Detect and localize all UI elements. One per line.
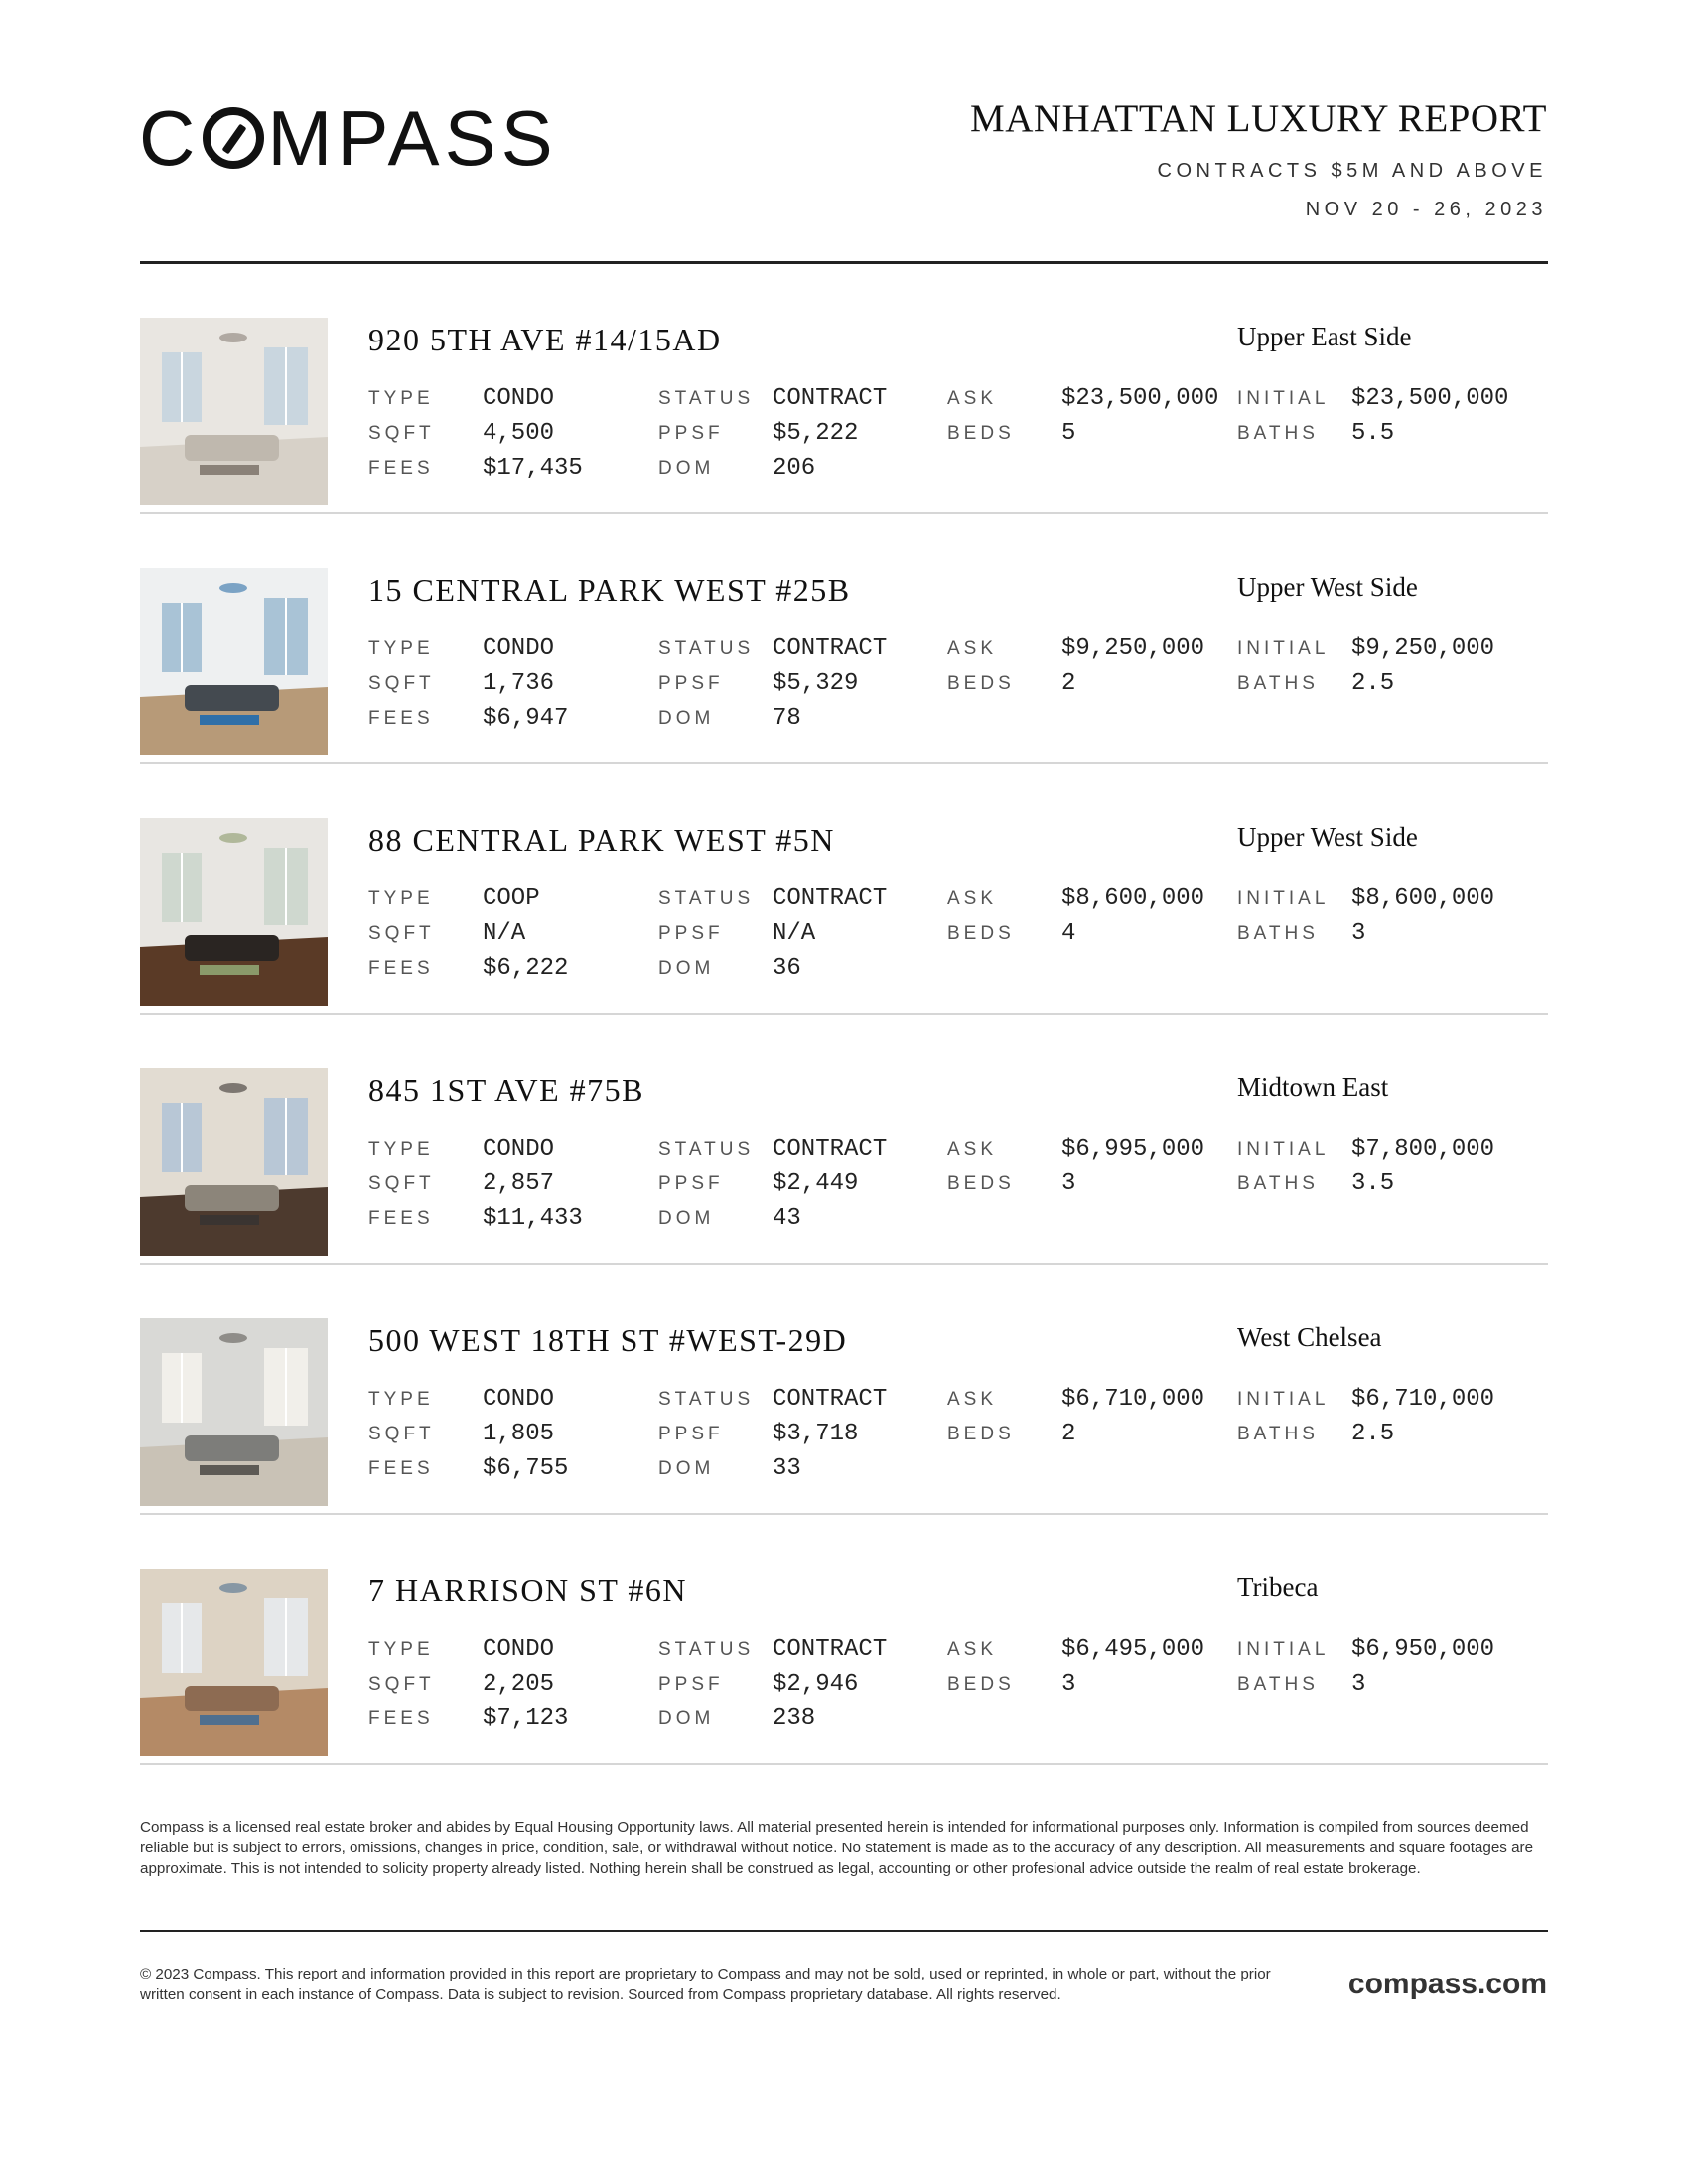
report-title: MANHATTAN LUXURY REPORT <box>970 97 1547 140</box>
baths-value: 3.5 <box>1351 1170 1395 1197</box>
initial-value: $23,500,000 <box>1351 385 1509 412</box>
baths-label: BATHS <box>1237 1172 1319 1194</box>
type-value: CONDO <box>483 635 555 662</box>
type-label: TYPE <box>368 887 434 909</box>
disclaimer-text: Compass is a licensed real estate broker and abides by Equal Housing Opportunity laws. All material presented herein is intended for informational purposes only. Information is compiled from sources deemed reliable but is subject to errors, omissions, changes in price, condition, sale, or withdrawal without notice. No statement is made as to the accuracy of any description. All measurements and square footages are approximate. This is not intended to solicity property already listed. Nothing herein shall be construed as legal, accounting or other profesional advice outside the realm of real estate brokerage. <box>140 1819 1534 1877</box>
logo-text-start: C <box>139 94 201 182</box>
sqft-value: 2,857 <box>483 1170 555 1197</box>
ask-label: ASK <box>947 887 998 909</box>
status-label: STATUS <box>658 387 755 409</box>
baths-label: BATHS <box>1237 1673 1319 1695</box>
listing-card[interactable] <box>140 1265 1548 1515</box>
ask-value: $23,500,000 <box>1061 385 1219 412</box>
listing-card[interactable] <box>140 514 1548 764</box>
beds-value: 5 <box>1061 420 1076 447</box>
status-value: CONTRACT <box>773 385 888 412</box>
report-date-range: NOV 20 - 26, 2023 <box>1305 199 1547 220</box>
dom-label: DOM <box>658 1457 715 1479</box>
beds-value: 3 <box>1061 1170 1076 1197</box>
listing-col-ask <box>947 1132 1204 1201</box>
listing-col-basic <box>368 631 568 736</box>
beds-label: BEDS <box>947 1673 1015 1695</box>
listing-col-basic <box>368 882 568 986</box>
type-label: TYPE <box>368 1638 434 1660</box>
listing-address[interactable]: 15 CENTRAL PARK WEST #25B <box>368 572 851 608</box>
sqft-label: SQFT <box>368 1423 435 1444</box>
website-link[interactable]: compass.com <box>1347 1968 1547 2000</box>
sqft-label: SQFT <box>368 922 435 944</box>
status-label: STATUS <box>658 887 755 909</box>
ppsf-value: $2,946 <box>773 1671 859 1698</box>
sqft-value: 4,500 <box>483 420 555 447</box>
listing-card[interactable] <box>140 1515 1548 1765</box>
listing-col-ask <box>947 631 1204 701</box>
dom-value: 238 <box>773 1706 816 1732</box>
ppsf-label: PPSF <box>658 422 724 444</box>
ppsf-label: PPSF <box>658 1673 724 1695</box>
ppsf-label: PPSF <box>658 922 724 944</box>
ppsf-label: PPSF <box>658 672 724 694</box>
ppsf-value: $3,718 <box>773 1421 859 1447</box>
listing-col-ask <box>947 882 1204 951</box>
ask-value: $8,600,000 <box>1061 886 1205 912</box>
sqft-value: 1,805 <box>483 1421 555 1447</box>
report-subtitle: CONTRACTS $5M AND ABOVE <box>1157 160 1547 182</box>
status-label: STATUS <box>658 1638 755 1660</box>
listing-address[interactable]: 845 1ST AVE #75B <box>368 1072 644 1108</box>
sqft-value: 1,736 <box>483 670 555 697</box>
ppsf-value: $5,329 <box>773 670 859 697</box>
listing-col-basic <box>368 1632 568 1736</box>
dom-label: DOM <box>658 957 715 979</box>
listing-address[interactable]: 7 HARRISON ST #6N <box>368 1572 687 1608</box>
status-value: CONTRACT <box>773 635 888 662</box>
initial-label: INITIAL <box>1237 1138 1330 1160</box>
initial-value: $6,710,000 <box>1351 1386 1495 1413</box>
listing-card[interactable] <box>140 264 1548 514</box>
listing-col-initial <box>1237 882 1494 951</box>
ask-label: ASK <box>947 387 998 409</box>
fees-value: $6,755 <box>483 1455 569 1482</box>
listing-col-status <box>658 1632 887 1736</box>
fees-label: FEES <box>368 1207 434 1229</box>
initial-label: INITIAL <box>1237 387 1330 409</box>
initial-label: INITIAL <box>1237 887 1330 909</box>
baths-label: BATHS <box>1237 672 1319 694</box>
initial-value: $9,250,000 <box>1351 635 1495 662</box>
type-value: CONDO <box>483 1136 555 1162</box>
beds-label: BEDS <box>947 1423 1015 1444</box>
beds-label: BEDS <box>947 672 1015 694</box>
type-value: COOP <box>483 886 540 912</box>
listing-card[interactable] <box>140 1015 1548 1265</box>
ask-value: $6,710,000 <box>1061 1386 1205 1413</box>
fees-label: FEES <box>368 1457 434 1479</box>
listing-divider <box>140 1763 1548 1765</box>
listing-col-status <box>658 882 887 986</box>
listing-col-initial <box>1237 1382 1494 1451</box>
listing-col-basic <box>368 1132 583 1236</box>
beds-value: 2 <box>1061 1421 1076 1447</box>
fees-value: $6,947 <box>483 705 569 732</box>
sqft-value: N/A <box>483 920 526 947</box>
fees-label: FEES <box>368 1707 434 1729</box>
baths-label: BATHS <box>1237 1423 1319 1444</box>
fees-value: $17,435 <box>483 455 583 481</box>
type-value: CONDO <box>483 385 555 412</box>
dom-label: DOM <box>658 1207 715 1229</box>
status-value: CONTRACT <box>773 886 888 912</box>
listing-col-initial <box>1237 381 1508 451</box>
report-header <box>970 99 1547 221</box>
initial-value: $6,950,000 <box>1351 1636 1495 1663</box>
baths-value: 3 <box>1351 1671 1366 1698</box>
sqft-label: SQFT <box>368 422 435 444</box>
piano-room-photo[interactable] <box>140 818 328 1006</box>
sqft-label: SQFT <box>368 1172 435 1194</box>
listing-col-initial <box>1237 1632 1494 1702</box>
fees-value: $7,123 <box>483 1706 569 1732</box>
status-value: CONTRACT <box>773 1636 888 1663</box>
type-label: TYPE <box>368 1388 434 1410</box>
ppsf-value: $2,449 <box>773 1170 859 1197</box>
dining-room-photo[interactable] <box>140 568 328 755</box>
kitchen-photo[interactable] <box>140 1318 328 1506</box>
dom-value: 206 <box>773 455 816 481</box>
ask-value: $6,495,000 <box>1061 1636 1205 1663</box>
beds-label: BEDS <box>947 922 1015 944</box>
beds-value: 4 <box>1061 920 1076 947</box>
baths-value: 5.5 <box>1351 420 1395 447</box>
listing-neighborhood: Tribeca <box>1237 1572 1319 1602</box>
listing-address[interactable]: 500 WEST 18TH ST #WEST-29D <box>368 1322 848 1358</box>
sqft-label: SQFT <box>368 672 435 694</box>
ask-value: $9,250,000 <box>1061 635 1205 662</box>
listing-col-initial <box>1237 1132 1494 1201</box>
baths-value: 2.5 <box>1351 1421 1395 1447</box>
type-label: TYPE <box>368 1138 434 1160</box>
listing-neighborhood: West Chelsea <box>1237 1322 1382 1352</box>
listing-col-ask <box>947 1382 1204 1451</box>
status-value: CONTRACT <box>773 1136 888 1162</box>
ask-label: ASK <box>947 1138 998 1160</box>
ask-label: ASK <box>947 1638 998 1660</box>
status-label: STATUS <box>658 1388 755 1410</box>
dom-label: DOM <box>658 707 715 729</box>
listing-col-status <box>658 631 887 736</box>
initial-value: $8,600,000 <box>1351 886 1495 912</box>
initial-value: $7,800,000 <box>1351 1136 1495 1162</box>
ppsf-label: PPSF <box>658 1423 724 1444</box>
listing-neighborhood: Upper West Side <box>1237 822 1418 852</box>
ask-value: $6,995,000 <box>1061 1136 1205 1162</box>
logo-text-end: MPASS <box>267 94 558 182</box>
listing-card[interactable] <box>140 764 1548 1015</box>
sqft-label: SQFT <box>368 1673 435 1695</box>
baths-value: 2.5 <box>1351 670 1395 697</box>
listing-col-ask <box>947 1632 1204 1702</box>
compass-logo <box>139 94 558 182</box>
status-value: CONTRACT <box>773 1386 888 1413</box>
initial-label: INITIAL <box>1237 637 1330 659</box>
listing-col-basic <box>368 1382 568 1486</box>
dom-label: DOM <box>658 1707 715 1729</box>
listing-neighborhood: Upper West Side <box>1237 572 1418 602</box>
compass-needle-icon <box>203 107 264 169</box>
dom-value: 78 <box>773 705 801 732</box>
listing-neighborhood: Midtown East <box>1237 1072 1389 1102</box>
fees-label: FEES <box>368 707 434 729</box>
dom-label: DOM <box>658 457 715 478</box>
listing-col-initial <box>1237 631 1494 701</box>
fees-value: $11,433 <box>483 1205 583 1232</box>
city-view-living-photo[interactable] <box>140 1068 328 1256</box>
ask-label: ASK <box>947 637 998 659</box>
baths-label: BATHS <box>1237 422 1319 444</box>
beds-label: BEDS <box>947 422 1015 444</box>
status-label: STATUS <box>658 1138 755 1160</box>
initial-label: INITIAL <box>1237 1388 1330 1410</box>
ppsf-value: N/A <box>773 920 816 947</box>
copyright-text: © 2023 Compass. This report and information provided in this report are proprietary to Compass and may not be sold, used or reprinted, in whole or part, without the prior written consent in each instance of Compass. Data is subject to revision. Sourced from Compass proprietary database. All rights reserved. <box>140 1966 1271 2003</box>
listing-address[interactable]: 88 CENTRAL PARK WEST #5N <box>368 822 835 858</box>
fees-value: $6,222 <box>483 955 569 982</box>
sqft-value: 2,205 <box>483 1671 555 1698</box>
listing-col-ask <box>947 381 1218 451</box>
listing-col-status <box>658 1132 887 1236</box>
listing-neighborhood: Upper East Side <box>1237 322 1412 351</box>
loft-living-photo[interactable] <box>140 1569 328 1756</box>
listing-col-status <box>658 381 887 485</box>
living-room-photo[interactable] <box>140 318 328 505</box>
type-label: TYPE <box>368 637 434 659</box>
listing-col-basic <box>368 381 583 485</box>
status-label: STATUS <box>658 637 755 659</box>
ask-label: ASK <box>947 1388 998 1410</box>
beds-label: BEDS <box>947 1172 1015 1194</box>
ppsf-label: PPSF <box>658 1172 724 1194</box>
listing-col-status <box>658 1382 887 1486</box>
type-value: CONDO <box>483 1636 555 1663</box>
dom-value: 43 <box>773 1205 801 1232</box>
dom-value: 36 <box>773 955 801 982</box>
dom-value: 33 <box>773 1455 801 1482</box>
ppsf-value: $5,222 <box>773 420 859 447</box>
listing-address[interactable]: 920 5TH AVE #14/15AD <box>368 322 722 357</box>
type-label: TYPE <box>368 387 434 409</box>
initial-label: INITIAL <box>1237 1638 1330 1660</box>
type-value: CONDO <box>483 1386 555 1413</box>
fees-label: FEES <box>368 457 434 478</box>
fees-label: FEES <box>368 957 434 979</box>
baths-label: BATHS <box>1237 922 1319 944</box>
footer-divider <box>140 1930 1548 1932</box>
beds-value: 3 <box>1061 1671 1076 1698</box>
baths-value: 3 <box>1351 920 1366 947</box>
beds-value: 2 <box>1061 670 1076 697</box>
